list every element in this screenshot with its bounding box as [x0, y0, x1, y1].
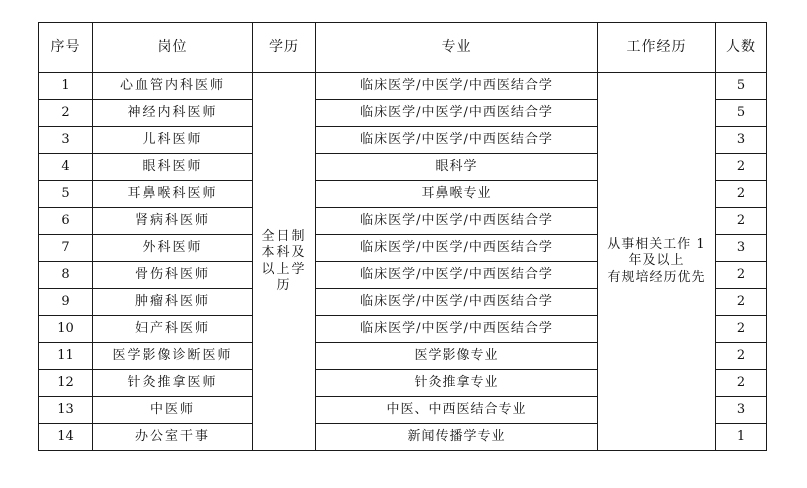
cell-count: 2: [716, 154, 767, 181]
cell-count: 2: [716, 343, 767, 370]
cell-count: 3: [716, 127, 767, 154]
cell-major: 临床医学/中医学/中西医结合学: [316, 262, 598, 289]
cell-count: 2: [716, 316, 767, 343]
cell-count: 2: [716, 262, 767, 289]
cell-position: 心血管内科医师: [93, 73, 253, 100]
cell-no: 10: [39, 316, 93, 343]
cell-major: 临床医学/中医学/中西医结合学: [316, 208, 598, 235]
cell-count: 2: [716, 289, 767, 316]
cell-count: 3: [716, 397, 767, 424]
cell-major: 临床医学/中医学/中西医结合学: [316, 100, 598, 127]
experience-line: 从事相关工作 1: [607, 237, 706, 253]
cell-position: 外科医师: [93, 235, 253, 262]
cell-no: 1: [39, 73, 93, 100]
cell-major: 中医、中西医结合专业: [316, 397, 598, 424]
cell-position: 妇产科医师: [93, 316, 253, 343]
cell-major: 临床医学/中医学/中西医结合学: [316, 235, 598, 262]
cell-position: 中医师: [93, 397, 253, 424]
cell-position: 眼科医师: [93, 154, 253, 181]
cell-position: 骨伤科医师: [93, 262, 253, 289]
cell-count: 5: [716, 73, 767, 100]
cell-major: 耳鼻喉专业: [316, 181, 598, 208]
cell-major: 临床医学/中医学/中西医结合学: [316, 316, 598, 343]
cell-no: 3: [39, 127, 93, 154]
cell-no: 14: [39, 424, 93, 451]
cell-position: 神经内科医师: [93, 100, 253, 127]
cell-no: 4: [39, 154, 93, 181]
education-line: 以上学: [261, 261, 307, 277]
header-count: 人数: [716, 23, 767, 73]
cell-count: 2: [716, 181, 767, 208]
cell-no: 11: [39, 343, 93, 370]
cell-major: 临床医学/中医学/中西医结合学: [316, 289, 598, 316]
header-row: [39, 23, 767, 73]
cell-count: 1: [716, 424, 767, 451]
header-position: 岗位: [93, 23, 253, 73]
cell-position: 肾病科医师: [93, 208, 253, 235]
header-education: 学历: [253, 23, 316, 73]
cell-major: 临床医学/中医学/中西医结合学: [316, 127, 598, 154]
cell-position: 医学影像诊断医师: [93, 343, 253, 370]
table-row: [39, 73, 767, 100]
cell-count: 5: [716, 100, 767, 127]
education-line: 全日制: [261, 229, 307, 244]
cell-experience-merged: [598, 73, 716, 451]
cell-no: 9: [39, 289, 93, 316]
experience-line: 年及以上: [628, 253, 685, 269]
cell-no: 12: [39, 370, 93, 397]
cell-position: 办公室干事: [93, 424, 253, 451]
recruitment-table: [38, 22, 767, 451]
cell-no: 7: [39, 235, 93, 262]
cell-no: 8: [39, 262, 93, 289]
cell-no: 2: [39, 100, 93, 127]
header-major: 专业: [316, 23, 598, 73]
cell-position: 儿科医师: [93, 127, 253, 154]
cell-major: 新闻传播学专业: [316, 424, 598, 451]
cell-position: 肿瘤科医师: [93, 289, 253, 316]
cell-count: 2: [716, 208, 767, 235]
header-experience: 工作经历: [598, 23, 716, 73]
cell-major: 眼科学: [316, 154, 598, 181]
cell-no: 5: [39, 181, 93, 208]
education-line: 历: [276, 277, 292, 293]
cell-position: 耳鼻喉科医师: [93, 181, 253, 208]
education-line: 本科及: [261, 245, 307, 261]
cell-no: 13: [39, 397, 93, 424]
cell-no: 6: [39, 208, 93, 235]
cell-major: 针灸推拿专业: [316, 370, 598, 397]
cell-major: 医学影像专业: [316, 343, 598, 370]
cell-count: 3: [716, 235, 767, 262]
cell-major: 临床医学/中医学/中西医结合学: [316, 73, 598, 100]
header-no: 序号: [39, 23, 93, 73]
cell-education-merged: [253, 73, 316, 451]
cell-position: 针灸推拿医师: [93, 370, 253, 397]
experience-line: 有规培经历优先: [607, 269, 706, 285]
cell-count: 2: [716, 370, 767, 397]
